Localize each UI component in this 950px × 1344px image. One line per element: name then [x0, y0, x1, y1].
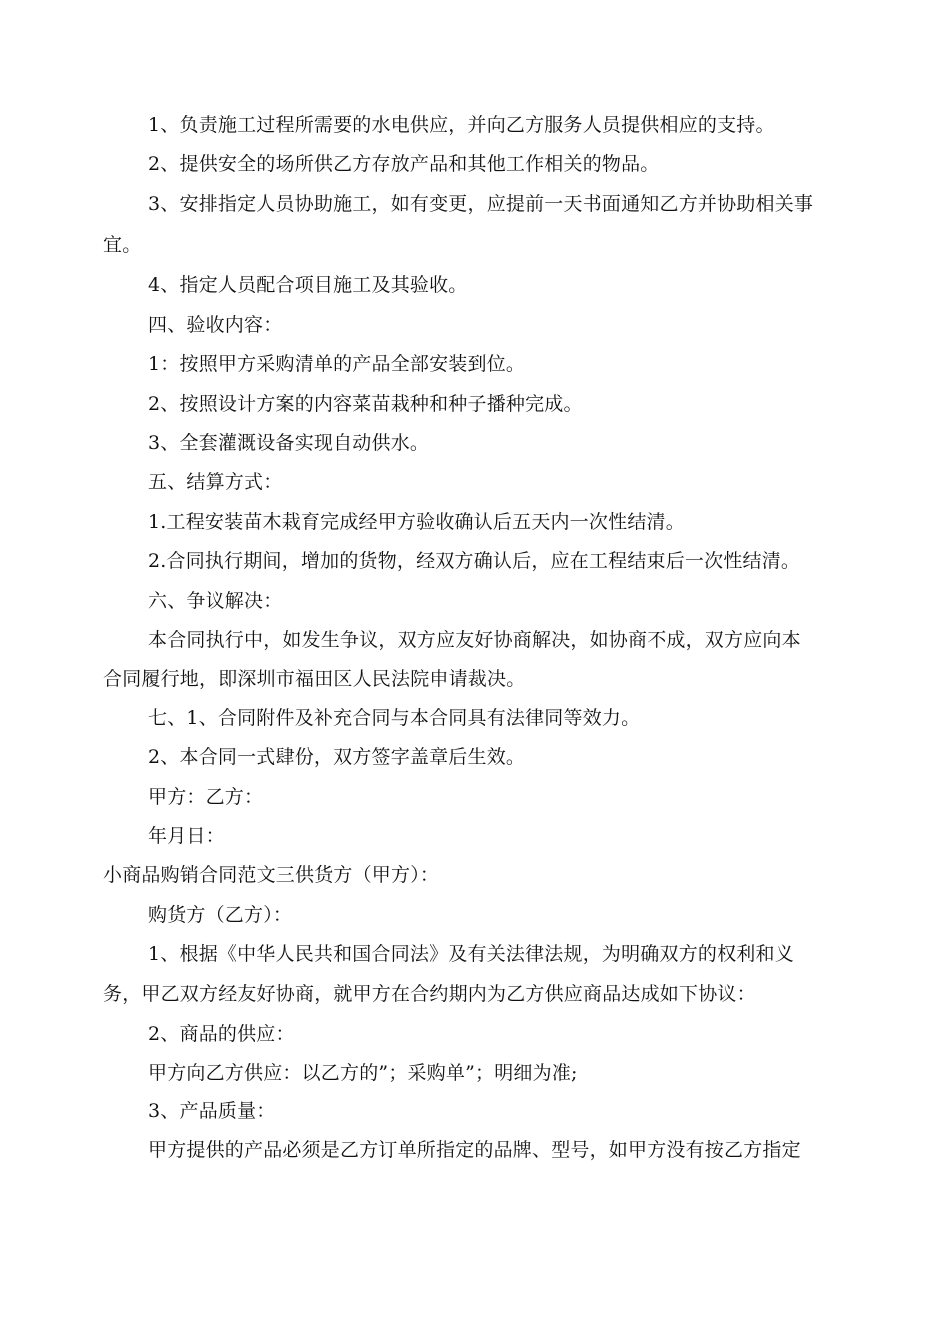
section-heading: 五、结算方式：: [148, 471, 283, 493]
paragraph-line: 1.工程安装苗木栽育完成经甲方验收确认后五天内一次性结清。: [148, 511, 685, 533]
section-heading: 2、商品的供应：: [148, 1023, 295, 1045]
paragraph-line: 宜。: [103, 234, 142, 256]
section-heading: 3、产品质量：: [148, 1100, 276, 1122]
paragraph-line: 2、本合同一式肆份，双方签字盖章后生效。: [148, 746, 526, 768]
paragraph-line: 1、根据《中华人民共和国合同法》及有关法律法规，为明确双方的权利和义: [148, 943, 794, 965]
paragraph-line: 3、安排指定人员协助施工，如有变更，应提前一天书面通知乙方并协助相关事: [148, 193, 814, 215]
paragraph-line: 购货方（乙方）：: [148, 904, 293, 926]
paragraph-line: 2、提供安全的场所供乙方存放产品和其他工作相关的物品。: [148, 153, 660, 175]
paragraph-line: 七、1、合同附件及补充合同与本合同具有法律同等效力。: [148, 707, 641, 729]
section-heading: 四、验收内容：: [148, 314, 283, 336]
contract-title: 小商品购销合同范文三供货方（甲方）：: [103, 864, 440, 886]
signature-line: 甲方：乙方：: [148, 786, 264, 808]
section-heading: 六、争议解决：: [148, 590, 283, 612]
paragraph-line: 2.合同执行期间，增加的货物，经双方确认后，应在工程结束后一次性结清。: [148, 550, 801, 572]
paragraph-line: 3、全套灌溉设备实现自动供水。: [148, 432, 430, 454]
paragraph-line: 本合同执行中，如发生争议，双方应友好协商解决，如协商不成，双方应向本: [148, 629, 801, 651]
paragraph-line: 1：按照甲方采购清单的产品全部安装到位。: [148, 353, 526, 375]
date-line: 年月日：: [148, 825, 225, 847]
paragraph-line: 4、指定人员配合项目施工及其验收。: [148, 274, 468, 296]
paragraph-line: 1、负责施工过程所需要的水电供应，并向乙方服务人员提供相应的支持。: [148, 114, 775, 136]
paragraph-line: 甲方向乙方供应：以乙方的”；采购单”；明细为准;: [148, 1062, 578, 1084]
paragraph-line: 2、按照设计方案的内容菜苗栽种和种子播种完成。: [148, 393, 583, 415]
paragraph-line: 务，甲乙双方经友好协商，就甲方在合约期内为乙方供应商品达成如下协议：: [103, 983, 756, 1005]
paragraph-line: 甲方提供的产品必须是乙方订单所指定的品牌、型号，如甲方没有按乙方指定: [148, 1139, 801, 1161]
paragraph-line: 合同履行地，即深圳市福田区人民法院申请裁决。: [103, 668, 526, 690]
